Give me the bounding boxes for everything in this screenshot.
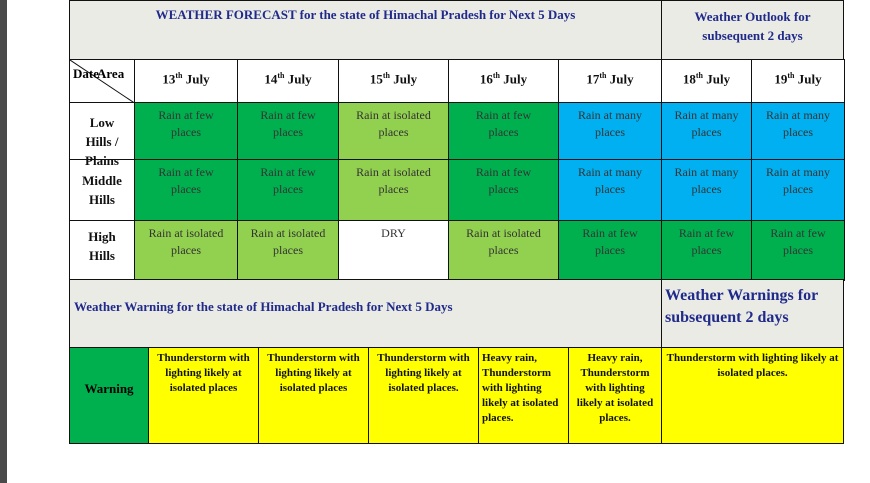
date-header [559,60,661,87]
forecast-cell [338,159,449,221]
forecast-cell [134,159,238,221]
warning-outlook-cell [661,347,844,444]
date-suffix: th [277,71,285,80]
warning-label: Warning [84,381,134,396]
date-month: July [393,71,418,87]
date-suffix: th [175,71,183,80]
date-header-cell [558,59,662,103]
warning-outlook-text: Thunderstorm with lighting likely at isolated places. [666,352,839,379]
forecast-cell [448,220,559,281]
warning-cell [368,347,479,444]
date-header [135,60,237,87]
date-day: 15 [369,71,383,87]
date-header [238,60,338,87]
warning-text: Heavy rain, Thunderstorm with lighting likely at isolated places. [576,352,654,424]
warning-text: Thunderstorm with lighting likely at isolated places. [377,352,470,394]
forecast-text: Rain at many places [674,165,739,196]
forecast-cell [338,102,449,160]
forecast-text: Rain at few places [475,165,532,196]
date-header-cell [237,59,339,103]
forecast-cell [237,159,339,221]
date-month: July [185,71,210,87]
area-cell [69,220,135,281]
area-cell [69,102,135,168]
area-label: High Hills [88,229,116,263]
date-day: 13 [162,71,176,87]
date-suffix: th [787,71,795,80]
date-day: 16 [479,71,493,87]
forecast-text: Rain at many places [766,165,830,196]
date-header-cell [338,59,449,103]
forecast-cell [661,102,752,160]
area-label: Middle Hills [82,173,122,207]
forecast-cell [558,102,662,160]
date-day: 14 [264,71,278,87]
forecast-text: Rain at many places [578,165,642,196]
area-cell [69,159,135,221]
date-header [449,60,558,87]
date-header-cell [448,59,559,103]
date-day: 18 [682,71,696,87]
window-left-edge [0,0,7,483]
forecast-text: Rain at few places [770,226,826,257]
forecast-cell [448,102,559,160]
forecast-text: DRY [381,226,406,240]
forecast-text: Rain at few places [158,108,214,139]
warning-text: Heavy rain, Thunderstorm with lighting likely at isolated places. [482,352,559,424]
forecast-cell [338,220,449,281]
warning-cell [568,347,662,444]
forecast-cell [661,220,752,281]
warning-label-cell [69,347,149,444]
forecast-text: Rain at many places [578,108,642,139]
forecast-text: Rain at few places [475,108,532,139]
warning-cell [148,347,259,444]
corner-date-label: Date [73,66,99,81]
warning-text: Thunderstorm with lighting likely at isolated places [267,352,360,394]
date-month: July [503,71,528,87]
forecast-cell [751,220,845,281]
date-suffix: th [599,71,607,80]
warning-title-cell [69,279,662,348]
forecast-cell [448,159,559,221]
forecast-cell [661,159,752,221]
date-header [339,60,448,87]
forecast-text: Rain at few places [260,165,316,196]
forecast-text: Rain at isolated places [250,226,326,257]
warning-cell [258,347,369,444]
forecast-cell [134,102,238,160]
area-label: Low Hills / Plains [85,115,119,168]
corner-area-label: Area [97,66,125,81]
date-header [662,60,751,87]
forecast-title-cell [69,0,662,60]
forecast-cell [237,220,339,281]
date-header-cell [134,59,238,103]
warning-cell [478,347,569,444]
forecast-text: Rain at few places [678,226,735,257]
forecast-text: Rain at isolated places [356,165,431,196]
date-header [752,60,844,87]
date-month: July [706,71,731,87]
date-header-cell [661,59,752,103]
forecast-cell [134,220,238,281]
forecast-title: WEATHER FORECAST for the state of Himachal Pradesh for Next 5 Days [155,7,576,22]
date-month: July [609,71,634,87]
outlook-title-cell [661,0,844,60]
warning-outlook-title-cell [661,279,844,348]
date-header-cell [751,59,845,103]
forecast-text: Rain at isolated places [148,226,224,257]
warning-outlook-title: Weather Warnings for subsequent 2 days [665,287,818,326]
corner-date-area-cell [69,59,135,103]
forecast-cell [558,159,662,221]
forecast-cell [237,102,339,160]
forecast-cell [751,102,845,160]
outlook-title: Weather Outlook for subsequent 2 days [694,9,811,43]
forecast-text: Rain at many places [674,108,739,139]
forecast-text: Rain at few places [158,165,214,196]
date-suffix: th [382,71,391,80]
date-suffix: th [492,71,501,80]
date-month: July [797,71,822,87]
date-day: 17 [586,71,600,87]
forecast-cell [558,220,662,281]
warning-title: Weather Warning for the state of Himachal Pradesh for Next 5 Days [74,299,453,314]
warning-text: Thunderstorm with lighting likely at isolated places [157,352,250,394]
forecast-cell [751,159,845,221]
date-suffix: th [695,71,704,80]
date-month: July [287,71,312,87]
forecast-text: Rain at many places [766,108,830,139]
forecast-text: Rain at isolated places [466,226,541,257]
forecast-text: Rain at few places [582,226,638,257]
date-day: 19 [774,71,788,87]
forecast-text: Rain at isolated places [356,108,431,139]
forecast-text: Rain at few places [260,108,316,139]
